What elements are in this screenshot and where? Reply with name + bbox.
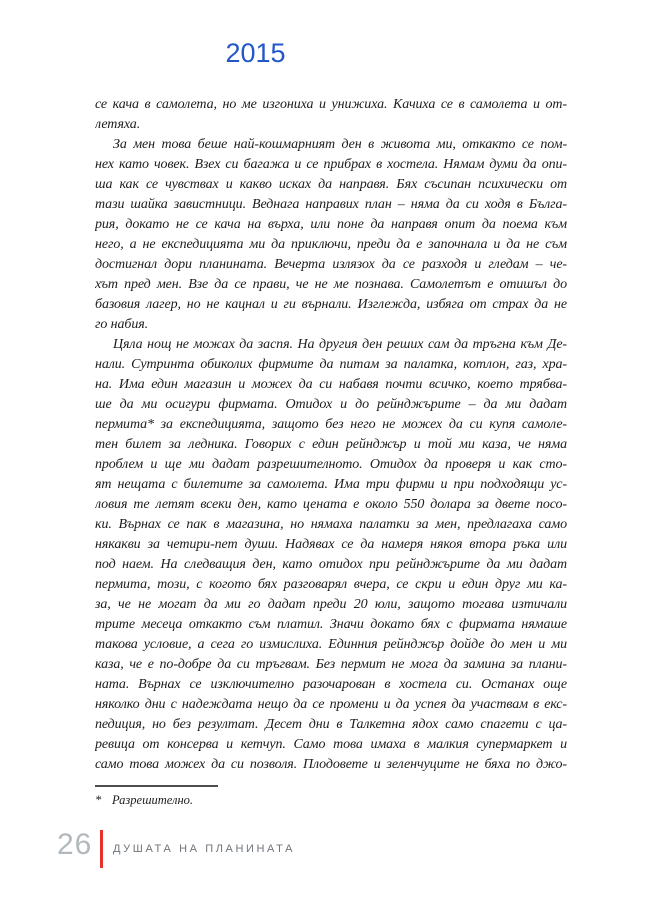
text-line: Цяла нощ не можах да заспя. На другия ден реших сам да тръгна към Де-	[113, 337, 567, 352]
footnote-text: Разрешително.	[112, 793, 194, 807]
text-line: ловия те летят всеки ден, като цената е около 550 долара за двете посо-	[95, 497, 567, 512]
text-line: проблем и ще ми дадат разрешителното. Отидох да проверя и как сто-	[95, 457, 567, 472]
text-line: се кача в самолета, но ме изгониха и унижиха. Качиха се в самолета и от-	[95, 97, 567, 112]
text-line: летяха.	[95, 117, 141, 132]
book-title: ДУШАТА НА ПЛАНИНАТА	[113, 843, 296, 855]
page-number: 26	[57, 828, 93, 861]
paragraph	[95, 135, 567, 335]
footer-accent-bar	[100, 830, 103, 868]
text-line: трите месеца откакто съм платил. Значи докато бях с фирмата нямаше	[95, 617, 567, 632]
text-line: пермита, този, с когото бях разговарял вчера, се скри и един друг ми ка-	[95, 577, 567, 592]
text-line: За мен това беше най-кошмарният ден в живота ми, откакто се пом-	[113, 137, 567, 152]
text-line: под наем. На следващия ден, като отидох при рейнджърите да ми дадат	[95, 557, 567, 572]
text-line: ки. Върнах се пак в магазина, но нямаха палатки за мен, предлагаха само	[95, 517, 567, 532]
text-line: рия, докато не се кача на върха, или поне да направя опит да поема към	[95, 217, 567, 232]
text-line: ша как се чувствах и какво исках да направя. Бях съсипан психически от	[95, 177, 567, 192]
text-line: тен билет за ледника. Говорих с един рейнджър и той ми каза, че няма	[95, 437, 567, 452]
text-line: него, а не експедицията ми да приключи, преди да е започнала и да не съм	[95, 237, 567, 252]
text-line: някакви за четири-пет души. Надявах се да намеря някоя втора ръка или	[95, 537, 567, 552]
text-line: няколко дни с надеждата нещо да се промени и да успея да участвам в екс-	[95, 697, 567, 712]
text-line: ната. Върнах се изключително разочарован в хостела си. Останах още	[95, 677, 567, 692]
footnote-marker: *	[95, 793, 102, 807]
text-line: само това можех да си позволя. Плодовете и зеленчуците не бяха по джо-	[95, 757, 567, 772]
text-line: пермита* за експедицията, защото без него не можех да си купя самоле-	[95, 417, 567, 432]
text-line: педиция, но без резултат. Десет дни в Талкетна ядох само спагети с ца-	[95, 717, 567, 732]
paragraph	[95, 335, 567, 775]
text-line: каза, че е по-добре да си тръгвам. Без пермит не мога да замина за плани-	[95, 657, 567, 672]
text-line: такова условие, а сега го измислиха. Единния рейнджър дойде до мен и ми	[95, 637, 567, 652]
text-line: го набия.	[95, 317, 149, 332]
text-line: нех като човек. Взех си багажа и се прибрах в хостела. Нямам думи да опи-	[95, 157, 567, 172]
text-line: ревица от консерва и кетчуп. Само това имаха в малкия супермаркет и	[95, 737, 567, 752]
body-text-block	[95, 95, 567, 775]
text-line: ше да ми осигури фирмата. Отидох и до рейнджърите – да ми дадат	[95, 397, 567, 412]
text-line: тази шайка завистници. Веднага направих план – няма да си ходя в Бълга-	[95, 197, 567, 212]
text-line: нали. Сутринта обиколих фирмите да питам за палатка, котлон, газ, хра-	[95, 357, 567, 372]
footnote-divider	[95, 785, 218, 787]
text-line: базовия лагер, но не кацнал и ги върнали. Изглежда, избяга от страх да не	[95, 297, 567, 312]
text-line: ят нещата с билетите за самолета. Има три фирми и при подходящи ус-	[95, 477, 567, 492]
chapter-year-heading: 2015	[225, 38, 286, 68]
text-line: за, че не могат да ми го дадат преди 20 юли, защото тогава изтичали	[95, 597, 567, 612]
text-line: на. Има един магазин и можех да си набавя почти всичко, което трябва-	[95, 377, 567, 392]
text-line: достигнал дори планината. Вечерта излязох да се разходя и гледам – че-	[95, 257, 567, 272]
footnote	[95, 793, 567, 808]
text-line: хът пред мен. Взе да се прави, че не ме познава. Самолетът е отишъл до	[95, 277, 567, 292]
paragraph	[95, 95, 567, 135]
